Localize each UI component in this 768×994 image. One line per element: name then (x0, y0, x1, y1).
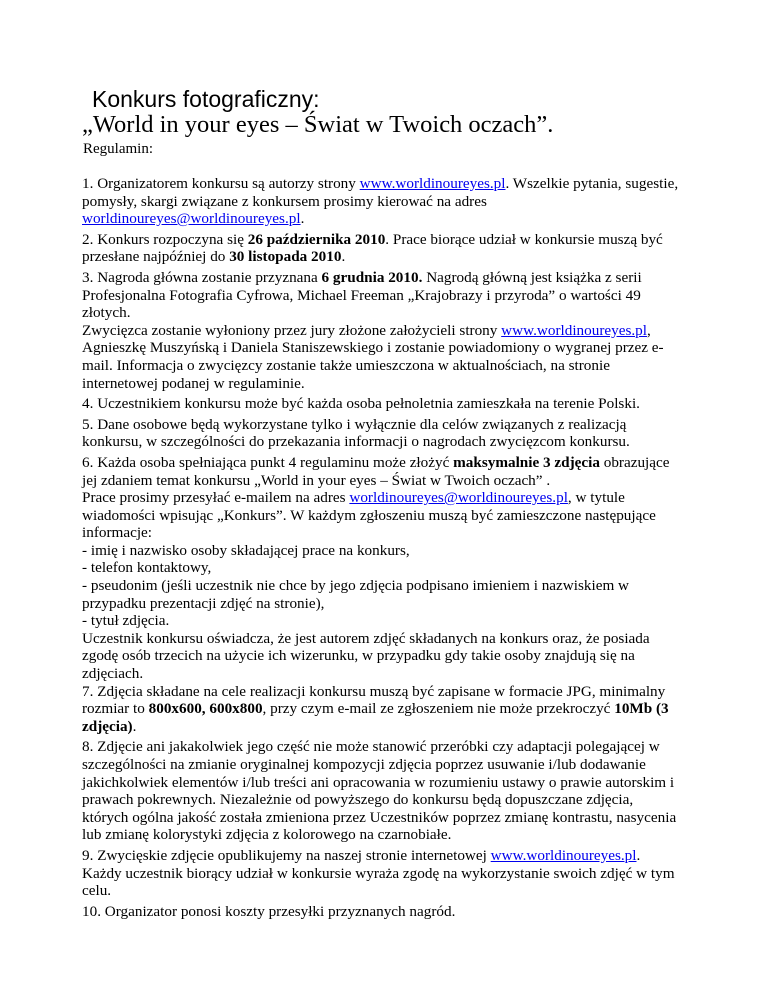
site-link[interactable]: www.worldinoureyes.pl (359, 175, 506, 192)
title-line-2: „World in your eyes – Świat w Twoich oczach”. (82, 111, 554, 138)
max-photos: maksymalnie 3 zdjęcia (453, 453, 600, 471)
rule-3-jury-text-b: , Agnieszkę Muszyńską i Daniela Staniszewskiego i zostanie powiadomiony o wygranej przez e-mail. Informacja o zwycięzcy zostanie także umieszczona w aktualnościach, na stronie internetowej podanej w regulaminie. (82, 321, 664, 392)
rule-6-text-c: Prace prosimy przesyłać e-mailem na adres (82, 489, 350, 507)
rule-1-text-c: . (300, 210, 305, 228)
title-line-1: Konkurs fotograficzny: (92, 86, 320, 112)
rule-7-text-b: , przy czym e-mail ze zgłoszeniem nie może przekroczyć (262, 700, 615, 718)
rule-2-text-a: 2. Konkurs rozpoczyna się (82, 230, 248, 248)
rule-4: 4. Uczestnikiem konkursu może być każda osoba pełnoletnia zamieszkała na terenie Polski. (82, 395, 640, 413)
rule-6-text-a: 6. Każda osoba spełniająca punkt 4 regulaminu może złożyć (82, 453, 454, 471)
site-link[interactable]: www.worldinoureyes.pl (501, 321, 647, 339)
rule-7-text-c: . (132, 717, 137, 735)
rule-1 (82, 175, 682, 228)
rule-6 (82, 454, 682, 683)
list-item: - tytuł zdjęcia. (82, 612, 170, 630)
list-item: - pseudonim (jeśli uczestnik nie chce by jego zdjęcia podpisano imieniem i nazwiskiem w przypadku prezentacji zdjęć na stronie), (82, 577, 630, 612)
rule-6-text-e: Uczestnik konkursu oświadcza, że jest autorem zdjęć składanych na konkurs oraz, że posiada zgodę osób trzecich na użycie ich wizerunku, w przypadku gdy takie osoby znajdują się na zdjęciach. (82, 629, 650, 683)
rule-6-text-d: , w tytule wiadomości wpisując „Konkurs”. W każdym zgłoszeniu muszą być zamieszczone następujące informacje: (82, 489, 656, 542)
rule-8: 8. Zdjęcie ani jakakolwiek jego część nie może stanowić przeróbki czy adaptacji polegającej w szczególności na zmianie oryginalnej kompozycji zdjęcia poprzez usuwanie i/lub dodawanie jakichkolwiek elementów i/lub treści ani opracowania w rozumieniu ustawy o prawie autorskim i prawach pokrewnych. Niezależnie od powyższego do konkursu będą dopuszczane zdjęcia, których ogólna jakość została zmieniona przez Uczestników poprzez zmianę kontrastu, nasycenia lub zmianę kolorystyki zdjęcia z kolorowego na czarnobiałe. (82, 738, 677, 844)
rule-5: 5. Dane osobowe będą wykorzystane tylko i wyłącznie dla celów związanych z realizacją konkursu, w szczególności do przekazania informacji o nagrodach zwycięzcom konkursu. (82, 415, 630, 451)
rule-1-text-a: 1. Organizatorem konkursu są autorzy strony (82, 175, 360, 192)
rule-3-text-b: Nagrodą główną jest książka z serii Profesjonalna Fotografia Cyfrowa, Michael Freeman „Krajobrazy i przyroda” o wartości 49 złotych. (82, 268, 642, 322)
rules-body (82, 175, 682, 923)
rule-9-text-a: 9. Zwycięskie zdjęcie opublikujemy na naszej stronie internetowej (82, 846, 491, 864)
list-item: - telefon kontaktowy, (82, 559, 212, 577)
award-date: 6 grudnia 2010. (321, 268, 423, 286)
rule-9 (82, 847, 682, 900)
rule-3 (82, 269, 682, 322)
email-link[interactable]: worldinoureyes@worldinoureyes.pl (349, 489, 568, 507)
list-item: - imię i nazwisko osoby składającej prace na konkurs, (82, 541, 410, 559)
start-date: 26 października 2010 (247, 230, 386, 248)
rule-3-jury-text-a: Zwycięzca zostanie wyłoniony przez jury złożone założycieli strony (82, 321, 502, 339)
max-size: 10Mb (3 zdjęcia) (82, 700, 669, 735)
rule-2 (82, 231, 682, 266)
rule-9-text-b: . Każdy uczestnik biorący udział w konkursie wyraża zgodę na wykorzystanie swoich zdjęć w tym celu. (82, 846, 675, 900)
min-dimensions: 800x600, 600x800 (148, 700, 263, 718)
rule-7 (82, 683, 682, 736)
site-link[interactable]: www.worldinoureyes.pl (490, 846, 637, 864)
rule-1-text-b: . Wszelkie pytania, sugestie, pomysły, skargi związane z konkursem prosimy kierować na adres (82, 175, 679, 210)
end-date: 30 listopada 2010 (229, 248, 342, 266)
rule-6-text-b: obrazujące jej zdaniem temat konkursu „World in your eyes – Świat w Twoich oczach” . (82, 453, 670, 489)
rule-3-jury (82, 322, 682, 392)
rule-10: 10. Organizator ponosi koszty przesyłki przyznanych nagród. (82, 902, 456, 920)
rule-3-text-a: 3. Nagroda główna zostanie przyznana (82, 268, 322, 286)
rules-heading: Regulamin: (83, 141, 153, 157)
email-link[interactable]: worldinoureyes@worldinoureyes.pl (82, 210, 301, 228)
rule-2-text-c: . (341, 248, 346, 266)
rule-2-text-b: . Prace biorące udział w konkursie muszą być przesłane najpóźniej do (82, 230, 663, 266)
rule-7-text-a: 7. Zdjęcia składane na cele realizacji konkursu muszą być zapisane w formacie JPG, minimalny rozmiar to (82, 682, 666, 718)
